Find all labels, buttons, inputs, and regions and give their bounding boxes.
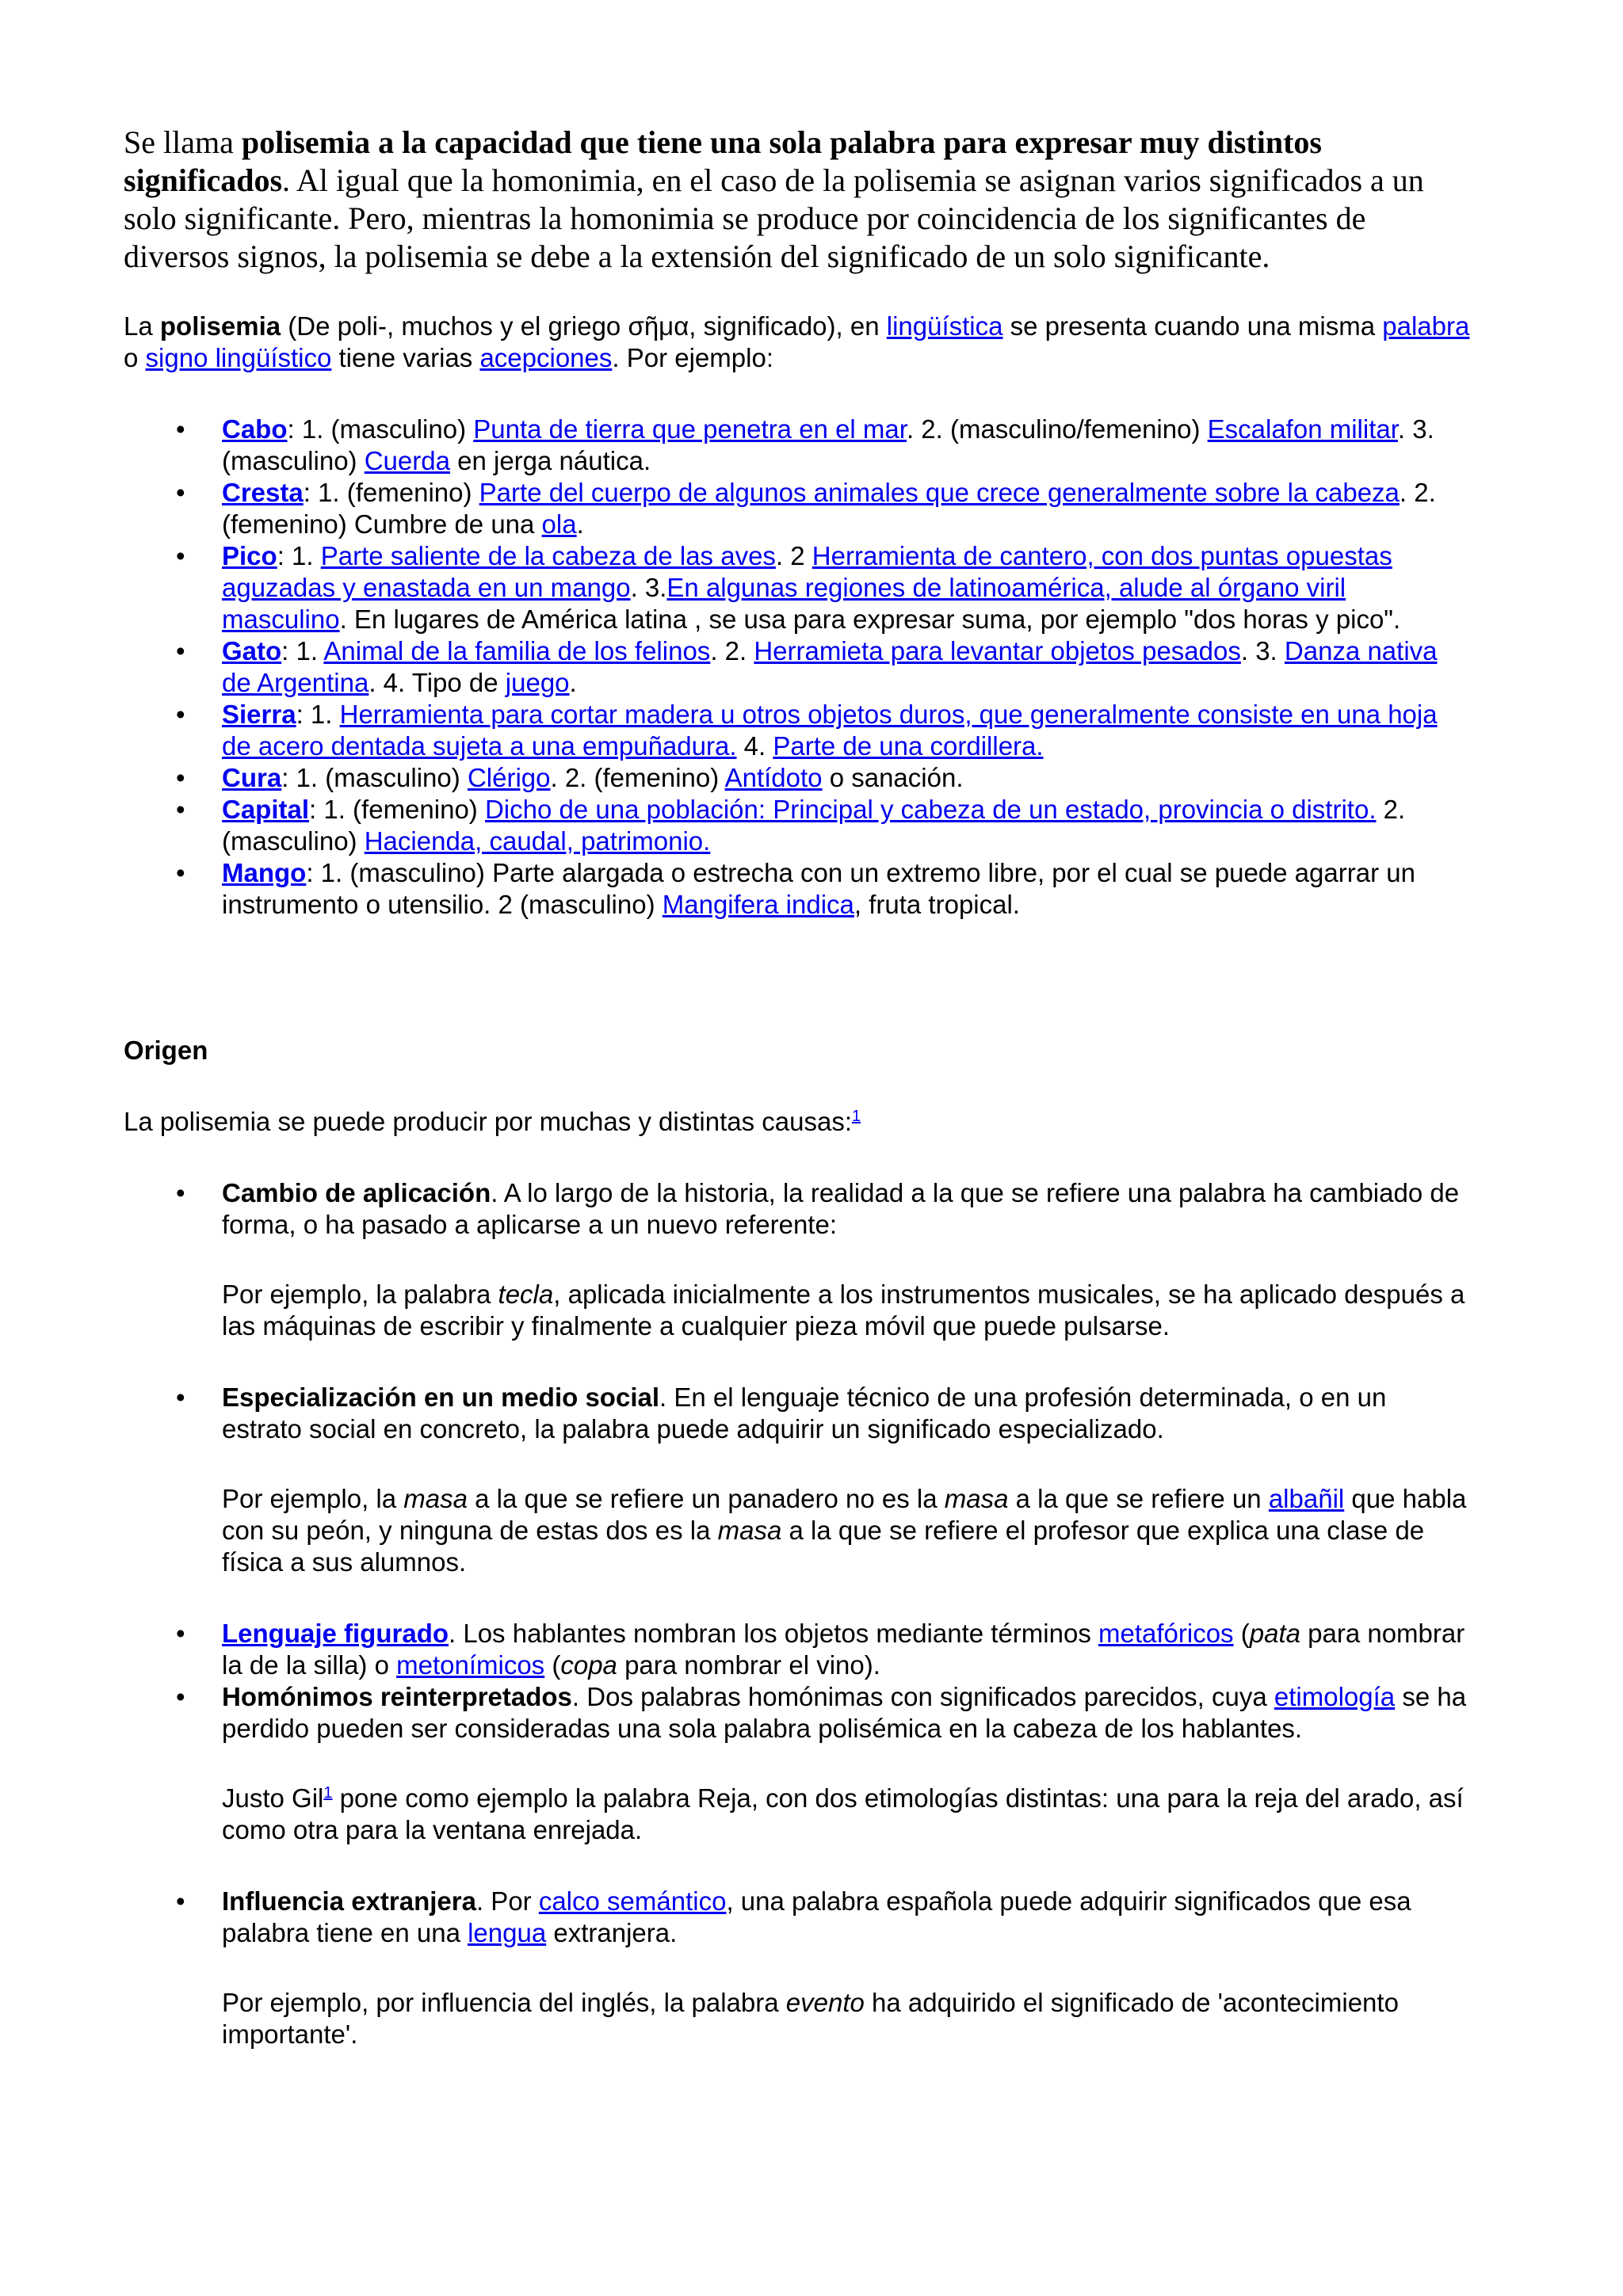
italic-term: pata bbox=[1249, 1619, 1300, 1648]
bullet: • bbox=[176, 1682, 185, 1711]
link-cabo[interactable]: Cabo bbox=[222, 414, 288, 444]
text: . Dos palabras homónimas con significados parecidos, cuya bbox=[571, 1682, 1274, 1711]
link-cura[interactable]: Cura bbox=[222, 763, 282, 792]
text: : 1. (masculino) bbox=[287, 414, 474, 444]
link-organo-viril[interactable]: En algunas regiones de latinoamérica, alude al órgano viril masculino bbox=[222, 573, 1346, 634]
text: La bbox=[124, 311, 160, 341]
link-cresta[interactable]: Cresta bbox=[222, 478, 304, 507]
link-lenguaje-figurado[interactable]: Lenguaje figurado bbox=[222, 1619, 449, 1648]
footnote-link[interactable]: 1 bbox=[852, 1108, 861, 1125]
cause-title: Homónimos reinterpretados bbox=[222, 1682, 572, 1711]
footnote-link[interactable]: 1 bbox=[323, 1784, 333, 1802]
bullet: • bbox=[176, 700, 185, 729]
list-item-influencia-extranjera bbox=[124, 1886, 1472, 2050]
text: . En el lenguaje técnico de una profesión determinada, o en un estrato social en concreto, la palabra puede adquirir un significado especializado. bbox=[222, 1383, 1387, 1444]
text: 4. bbox=[736, 731, 773, 761]
link-parte-del-cuerpo[interactable]: Parte del cuerpo de algunos animales que crece generalmente sobre la cabeza bbox=[479, 478, 1400, 507]
cause-title: Cambio de aplicación bbox=[222, 1178, 491, 1207]
text: se presenta cuando una misma bbox=[1002, 311, 1383, 341]
link-lengua[interactable]: lengua bbox=[468, 1918, 547, 1947]
example-paragraph bbox=[222, 1483, 1472, 1578]
link-acepciones[interactable]: acepciones bbox=[479, 343, 613, 372]
text: ha adquirido el significado de 'acontecimiento importante'. bbox=[222, 1988, 1399, 2049]
text: . A lo largo de la historia, la realidad a la que se refiere una palabra ha cambiado de forma, o ha pasado a aplicarse a un nuevo referente: bbox=[222, 1178, 1460, 1239]
text: . 2. (femenino) Cumbre de una bbox=[222, 478, 1436, 539]
text: . 3. bbox=[1240, 636, 1285, 666]
bullet: • bbox=[176, 763, 185, 792]
origen-intro bbox=[124, 1106, 1472, 1138]
link-signo-linguistico[interactable]: signo lingüístico bbox=[145, 343, 332, 372]
example-paragraph bbox=[222, 1783, 1472, 1846]
text: a la que se refiere un panadero no es la bbox=[467, 1484, 945, 1513]
cause-title: Especialización en un medio social bbox=[222, 1383, 660, 1412]
text: . 2. (femenino) bbox=[550, 763, 725, 792]
list-item-gato bbox=[124, 635, 1472, 699]
text: : 1. bbox=[277, 541, 321, 570]
intro-text: . Al igual que la homonimia, en el caso de la polisemia se asignan varios significados a un solo significante. Pero, mientras la homonimia se produce por coincidencia de los significantes de diversos signos, la polisemia se debe a la extensión del significado de un solo significante. bbox=[124, 162, 1424, 274]
link-calco-semantico[interactable]: calco semántico bbox=[538, 1886, 727, 1916]
text: . 2. (masculino/femenino) bbox=[906, 414, 1208, 444]
link-hacienda[interactable]: Hacienda, caudal, patrimonio. bbox=[364, 826, 711, 856]
text: tiene varias bbox=[331, 343, 480, 372]
text: . Por bbox=[475, 1886, 539, 1916]
italic-term: evento bbox=[785, 1988, 865, 2017]
text: . 3. bbox=[630, 573, 667, 602]
text: La polisemia se puede producir por muchas y distintas causas: bbox=[124, 1107, 852, 1136]
bullet: • bbox=[176, 1886, 185, 1916]
text: : 1. bbox=[281, 636, 324, 666]
link-dicho-poblacion[interactable]: Dicho de una población: Principal y cabeza de un estado, provincia o distrito. bbox=[484, 795, 1377, 824]
bullet: • bbox=[176, 1619, 185, 1648]
link-ola[interactable]: ola bbox=[541, 509, 577, 539]
text: Por ejemplo, la palabra bbox=[222, 1280, 498, 1309]
link-etimologia[interactable]: etimología bbox=[1274, 1682, 1396, 1711]
list-item-capital bbox=[124, 794, 1472, 857]
link-palabra[interactable]: palabra bbox=[1382, 311, 1470, 341]
list-item-cresta bbox=[124, 477, 1472, 540]
italic-term: copa bbox=[560, 1650, 617, 1680]
text: que habla con su peón, y ninguna de estas dos es la bbox=[222, 1484, 1467, 1545]
text: 2. (masculino) bbox=[222, 795, 1406, 856]
text: se ha perdido pueden ser consideradas una sola palabra polisémica en la cabeza de los hablantes. bbox=[222, 1682, 1467, 1743]
list-item-especializacion bbox=[124, 1382, 1472, 1578]
italic-term: masa bbox=[944, 1484, 1009, 1513]
bullet: • bbox=[176, 541, 185, 570]
examples-list bbox=[124, 414, 1472, 921]
text: : 1. (masculino) bbox=[281, 763, 468, 792]
cause-title: Influencia extranjera bbox=[222, 1886, 476, 1916]
list-item-homonimos bbox=[124, 1681, 1472, 1846]
text: ( bbox=[1233, 1619, 1250, 1648]
list-item-pico bbox=[124, 540, 1472, 635]
text: Por ejemplo, por influencia del inglés, la palabra bbox=[222, 1988, 786, 2017]
link-clerigo[interactable]: Clérigo bbox=[467, 763, 551, 792]
bullet: • bbox=[176, 795, 185, 824]
link-pico[interactable]: Pico bbox=[222, 541, 277, 570]
intro-paragraph bbox=[124, 124, 1472, 276]
text: en jerga náutica. bbox=[449, 446, 651, 475]
text: . bbox=[576, 509, 584, 539]
link-gato[interactable]: Gato bbox=[222, 636, 282, 666]
list-item-mango bbox=[124, 857, 1472, 921]
intro-text: Se llama bbox=[124, 124, 242, 160]
text: pone como ejemplo la palabra Reja, con dos etimologías distintas: una para la reja del arado, así como otra para la ventana enrejada. bbox=[222, 1783, 1464, 1844]
bullet: • bbox=[176, 478, 185, 507]
bullet: • bbox=[176, 858, 185, 887]
link-punta-de-tierra[interactable]: Punta de tierra que penetra en el mar bbox=[473, 414, 907, 444]
text: Por ejemplo, la bbox=[222, 1484, 404, 1513]
example-paragraph bbox=[222, 1987, 1472, 2050]
text: : 1. bbox=[296, 700, 340, 729]
bullet: • bbox=[176, 636, 185, 666]
list-item-sierra bbox=[124, 699, 1472, 762]
list-item-cabo bbox=[124, 414, 1472, 477]
link-juego[interactable]: juego bbox=[505, 668, 570, 697]
link-animal-felinos[interactable]: Animal de la familia de los felinos bbox=[323, 636, 711, 666]
text: : 1. (femenino) bbox=[303, 478, 479, 507]
link-mangifera-indica[interactable]: Mangifera indica bbox=[662, 890, 854, 919]
link-herramienta-cortar[interactable]: Herramienta para cortar madera u otros objetos duros, que generalmente consiste en una hoja de acero dentada sujeta a una empuñadura. bbox=[222, 700, 1438, 761]
intro-bold: polisemia a la capacidad que tiene una sola palabra para expresar muy distintos significados bbox=[124, 124, 1322, 198]
term-bold: polisemia bbox=[159, 311, 281, 341]
link-linguistica[interactable]: lingüística bbox=[886, 311, 1003, 341]
link-mango[interactable]: Mango bbox=[222, 858, 307, 887]
text: a la que se refiere un bbox=[1008, 1484, 1269, 1513]
text: o bbox=[124, 343, 146, 372]
list-item-cura bbox=[124, 762, 1472, 794]
text: ( bbox=[544, 1650, 561, 1680]
text: . 2 bbox=[775, 541, 812, 570]
link-herramienta-de-cantero[interactable]: Herramienta de cantero, con dos puntas opuestas aguzadas y enastada en un mango bbox=[222, 541, 1392, 602]
bullet: • bbox=[176, 1383, 185, 1412]
text: , fruta tropical. bbox=[854, 890, 1020, 919]
example-paragraph bbox=[222, 1279, 1472, 1342]
link-antidoto[interactable]: Antídoto bbox=[724, 763, 823, 792]
text: (De poli-, muchos y el griego σῆμα, significado), en bbox=[281, 311, 887, 341]
italic-term: masa bbox=[403, 1484, 468, 1513]
italic-term: masa bbox=[717, 1516, 782, 1545]
link-sierra[interactable]: Sierra bbox=[222, 700, 296, 729]
link-danza-nativa[interactable]: Danza nativa de Argentina bbox=[222, 636, 1438, 697]
link-capital[interactable]: Capital bbox=[222, 795, 310, 824]
text: , una palabra española puede adquirir significados que esa palabra tiene en una bbox=[222, 1886, 1411, 1947]
link-metonimicos[interactable]: metonímicos bbox=[396, 1650, 545, 1680]
definition-paragraph bbox=[124, 311, 1472, 374]
text: a la que se refiere el profesor que explica una clase de física a sus alumnos. bbox=[222, 1516, 1425, 1577]
text: , aplicada inicialmente a los instrumentos musicales, se ha aplicado después a las máquinas de escribir y finalmente a cualquier pieza móvil que puede pulsarse. bbox=[222, 1280, 1465, 1341]
text: : 1. (masculino) Parte alargada o estrecha con un extremo libre, por el cual se puede agarrar un instrumento o utensilio. 2 (masculino) bbox=[222, 858, 1415, 919]
text: . 4. Tipo de bbox=[369, 668, 506, 697]
text: para nombrar el vino). bbox=[617, 1650, 880, 1680]
causes-list bbox=[124, 1177, 1472, 2050]
text: . 2. bbox=[710, 636, 754, 666]
text: . Por ejemplo: bbox=[612, 343, 773, 372]
italic-term: tecla bbox=[498, 1280, 554, 1309]
section-heading-origen: Origen bbox=[124, 1035, 208, 1065]
link-cuerda[interactable]: Cuerda bbox=[364, 446, 450, 475]
text: extranjera. bbox=[546, 1918, 678, 1947]
link-metaforicos[interactable]: metafóricos bbox=[1098, 1619, 1234, 1648]
list-item-lenguaje-figurado bbox=[124, 1618, 1472, 1681]
bullet: • bbox=[176, 414, 185, 444]
text: : 1. (femenino) bbox=[309, 795, 485, 824]
text: Justo Gil bbox=[222, 1783, 324, 1813]
bullet: • bbox=[176, 1178, 185, 1207]
link-cordillera[interactable]: Parte de una cordillera. bbox=[773, 731, 1044, 761]
text: . Los hablantes nombran los objetos mediante términos bbox=[449, 1619, 1098, 1648]
text: . 3. (masculino) bbox=[222, 414, 1434, 475]
text: . bbox=[569, 668, 577, 697]
text: para nombrar la de la silla) o bbox=[222, 1619, 1465, 1680]
text: . En lugares de América latina , se usa para expresar suma, por ejemplo "dos horas y pico". bbox=[339, 605, 1401, 634]
list-item-cambio-aplicacion bbox=[124, 1177, 1472, 1342]
link-albanil[interactable]: albañil bbox=[1268, 1484, 1345, 1513]
link-parte-saliente[interactable]: Parte saliente de la cabeza de las aves bbox=[320, 541, 776, 570]
text: o sanación. bbox=[822, 763, 964, 792]
link-escalafon-militar[interactable]: Escalafon militar bbox=[1207, 414, 1398, 444]
link-herramieta[interactable]: Herramieta para levantar objetos pesados bbox=[754, 636, 1241, 666]
